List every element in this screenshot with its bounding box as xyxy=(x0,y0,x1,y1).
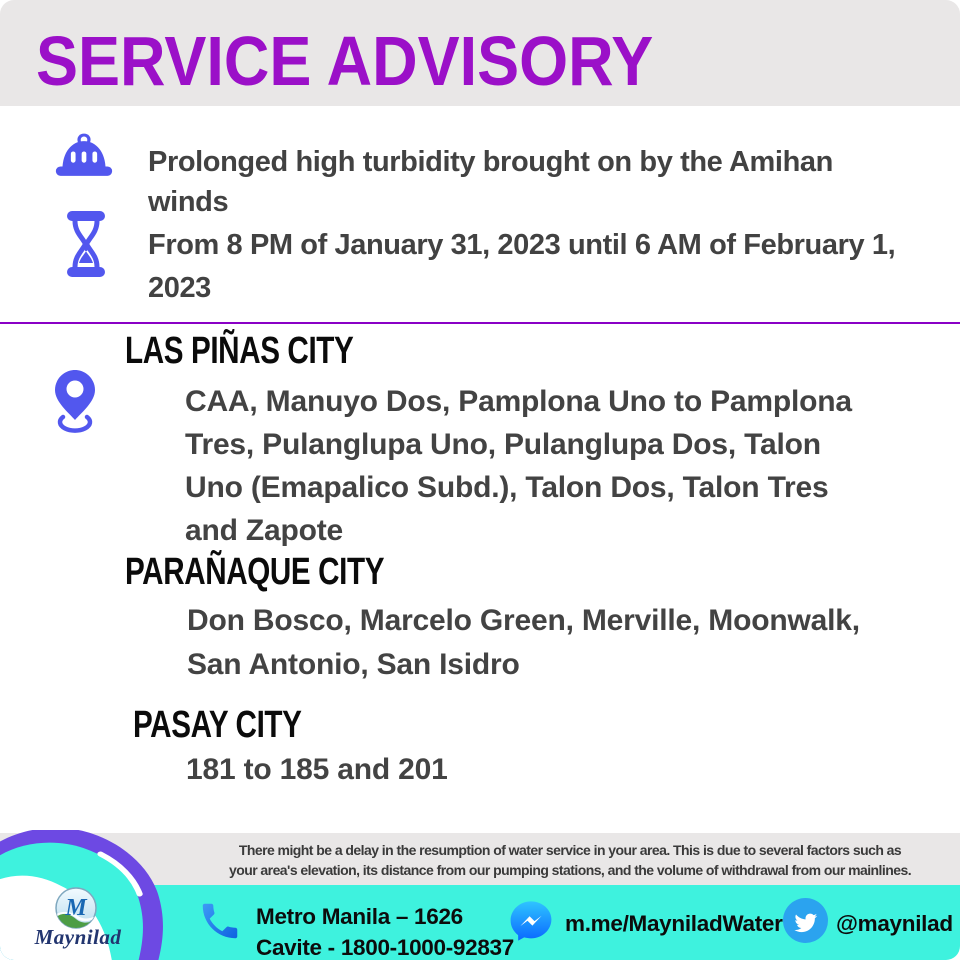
phone-numbers xyxy=(256,901,514,960)
phone-icon xyxy=(197,898,243,944)
text-line: There might be a delay in the resumption of water service in your area. This is due to several factors such as xyxy=(238,842,902,858)
city-heading: PASAY CITY xyxy=(133,704,302,746)
hard-hat-icon xyxy=(54,130,114,186)
city-heading: PARAÑAQUE CITY xyxy=(125,551,385,593)
city-barangays xyxy=(185,380,852,552)
text-line: and Zapote xyxy=(185,514,344,547)
city-barangays xyxy=(186,748,448,791)
twitter-handle: @maynilad xyxy=(836,911,953,936)
location-pin-icon xyxy=(52,368,98,434)
text-line: your area's elevation, its distance from our pumping stations, and the volume of withdrawal from our mainlines. xyxy=(228,862,912,878)
text-line: Uno (Emapalico Subd.), Talon Dos, Talon Tres xyxy=(185,471,829,504)
svg-text:M: M xyxy=(65,895,87,921)
section-divider xyxy=(0,322,960,324)
messenger-icon xyxy=(507,897,555,945)
text-line: CAA, Manuyo Dos, Pamplona Uno to Pamplona xyxy=(185,385,852,418)
page-title: SERVICE ADVISORY xyxy=(36,22,654,100)
text-line: Metro Manila – 1626 xyxy=(256,904,463,929)
city-barangays xyxy=(187,599,860,687)
twitter-icon xyxy=(783,898,828,943)
text-line: 2023 xyxy=(148,272,211,304)
text-line: Don Bosco, Marcelo Green, Merville, Moonwalk, xyxy=(187,604,860,637)
text-line: San Antonio, San Isidro xyxy=(187,648,520,681)
city-heading: LAS PIÑAS CITY xyxy=(125,330,354,372)
text-line: 181 to 185 and 201 xyxy=(186,753,448,786)
text-line: Cavite - 1800-1000-92837 xyxy=(256,935,514,960)
messenger-handle: m.me/MayniladWater xyxy=(565,911,783,936)
hourglass-icon xyxy=(62,211,110,277)
maynilad-logo-icon xyxy=(54,886,98,930)
disclaimer-text xyxy=(200,840,940,880)
text-line: From 8 PM of January 31, 2023 until 6 AM of February 1, xyxy=(148,229,896,261)
text-line: Prolonged high turbidity brought on by the Amihan xyxy=(148,146,833,178)
maynilad-wordmark: Maynilad xyxy=(34,925,122,949)
text-line: Tres, Pulanglupa Uno, Pulanglupa Dos, Talon xyxy=(185,428,821,461)
advisory-text xyxy=(148,142,833,222)
schedule-text xyxy=(148,224,895,310)
text-line: winds xyxy=(148,186,229,218)
